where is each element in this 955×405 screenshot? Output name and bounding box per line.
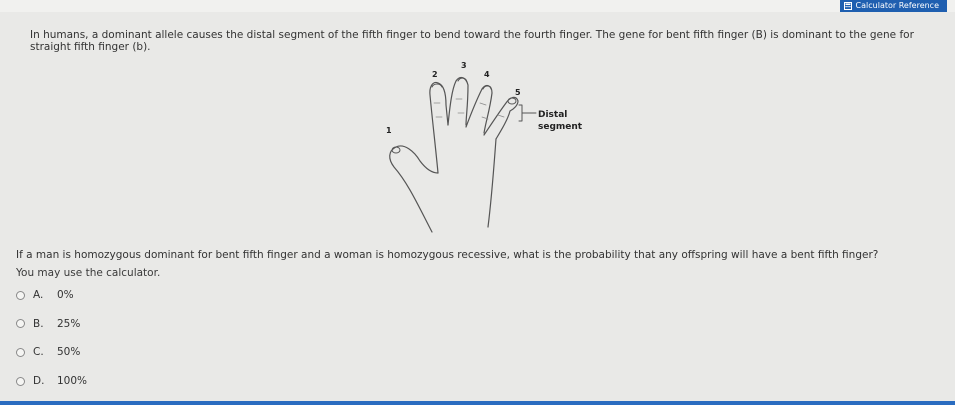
finger-number-2: 2 (432, 70, 438, 79)
option-text: 100% (57, 375, 88, 388)
top-bar (0, 0, 955, 12)
hand-diagram (370, 55, 610, 240)
option-text: 0% (57, 289, 74, 301)
question-stem: In humans, a dominant allele causes the distal segment of the fifth finger to bend toward the fourth finger. The gene for bent fifth finger (B) is dominant to the gene for straight fifth finger (b). (30, 29, 914, 53)
bottom-bar (0, 401, 955, 405)
question-prompt: If a man is homozygous dominant for bent fifth finger and a woman is homozygous recessive, what is the probability that any offspring will have a bent fifth finger? (16, 249, 879, 261)
ring-finger-outline (466, 86, 492, 133)
finger-number-4: 4 (484, 70, 490, 79)
answer-options (16, 288, 87, 403)
option-text: 50% (57, 346, 81, 359)
index-finger-outline (430, 83, 448, 174)
middle-finger-outline (448, 78, 468, 125)
finger-number-3: 3 (461, 61, 467, 70)
option-letter: D. (33, 375, 45, 388)
calculator-note: You may use the calculator. (16, 267, 161, 279)
distal-segment-bracket (519, 105, 536, 121)
radio-button[interactable] (16, 291, 25, 300)
option-b[interactable] (16, 317, 87, 331)
finger-number-5: 5 (515, 88, 521, 97)
option-letter: C. (33, 346, 44, 359)
callout-label-segment: segment (538, 122, 583, 132)
calculator-icon (844, 2, 852, 10)
option-c[interactable] (16, 345, 87, 359)
radio-button[interactable] (16, 377, 25, 386)
option-letter: B. (33, 317, 44, 330)
calculator-reference-label: Calculator Reference (855, 1, 939, 10)
radio-button[interactable] (16, 348, 25, 357)
palm-outline-right (488, 139, 496, 227)
option-text: 25% (57, 317, 81, 330)
radio-button[interactable] (16, 319, 25, 328)
option-letter: A. (33, 289, 44, 301)
calculator-reference-button[interactable] (840, 0, 947, 12)
thumb-outline (390, 146, 438, 232)
option-a[interactable] (16, 288, 87, 302)
option-d[interactable] (16, 374, 87, 388)
callout-label-distal: Distal (538, 110, 568, 120)
finger-number-1: 1 (386, 126, 392, 135)
